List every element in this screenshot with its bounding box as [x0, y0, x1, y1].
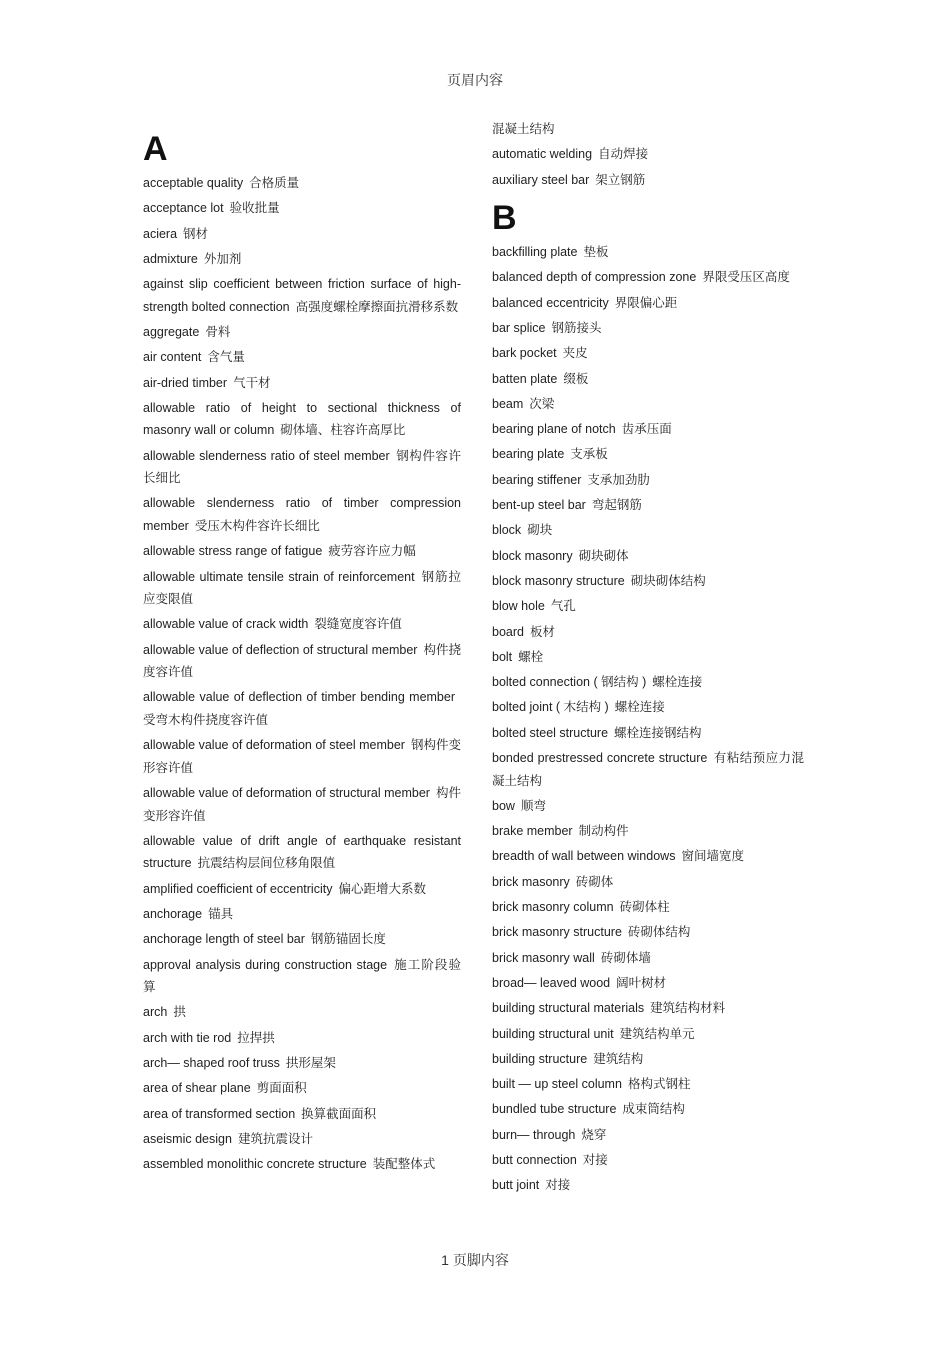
term-chinese: 缀板 — [563, 371, 589, 386]
term-chinese: 自动焊接 — [598, 147, 649, 162]
term-chinese: 顺弯 — [520, 798, 546, 813]
term-english: approval analysis during construction stage — [143, 957, 388, 972]
glossary-entry — [492, 393, 804, 416]
term-english: bearing plate — [492, 447, 565, 462]
glossary-entry — [143, 172, 461, 195]
glossary-entry — [492, 921, 804, 944]
term-english: block masonry structure — [492, 573, 625, 588]
term-chinese: 钢构件容许长细比 — [143, 448, 461, 486]
term-english: allowable value of deflection of structural member — [143, 642, 418, 657]
term-english: area of transformed section — [143, 1106, 296, 1121]
glossary-entry — [492, 997, 804, 1020]
term-english: bundled tube structure — [492, 1102, 617, 1117]
term-english: amplified coefficient of eccentricity — [143, 881, 333, 896]
term-english: acceptable quality — [143, 176, 244, 190]
term-english: auxiliary steel bar — [492, 172, 590, 187]
term-english: allowable ultimate tensile strain of reinforcement — [143, 569, 415, 584]
term-chinese: 对接 — [582, 1152, 608, 1167]
term-english: butt joint — [492, 1178, 540, 1193]
glossary-entry — [492, 1073, 804, 1096]
glossary-entry — [143, 878, 461, 901]
term-chinese: 构件挠度容许值 — [143, 642, 461, 680]
term-english: air content — [143, 350, 202, 365]
term-english: butt connection — [492, 1152, 577, 1167]
glossary-list-b — [492, 241, 804, 1197]
term-english: aggregate — [143, 324, 200, 339]
term-english: built — up steel column — [492, 1077, 622, 1092]
term-chinese: 阔叶树材 — [616, 975, 667, 990]
term-chinese: 换算截面面积 — [301, 1106, 377, 1121]
glossary-entry — [492, 871, 804, 894]
term-english: arch with tie rod — [143, 1030, 232, 1045]
term-chinese: 螺栓连接 — [652, 675, 703, 690]
term-english: brick masonry wall — [492, 950, 595, 965]
glossary-entry — [143, 782, 461, 827]
term-chinese: 拱 — [173, 1005, 186, 1020]
glossary-entry — [143, 321, 461, 344]
term-chinese: 钢筋拉应变限值 — [143, 569, 461, 607]
term-english: board — [492, 624, 524, 639]
glossary-entry — [492, 342, 804, 365]
glossary-entry — [143, 928, 461, 951]
term-english: bolted steel structure — [492, 725, 609, 740]
glossary-entry — [492, 519, 804, 542]
glossary-entry — [143, 248, 461, 271]
glossary-entry — [492, 570, 804, 593]
left-column — [143, 118, 461, 1178]
term-chinese: 拱形屋架 — [285, 1055, 336, 1070]
term-english: automatic welding — [492, 147, 593, 162]
term-english: brick masonry — [492, 874, 570, 889]
term-chinese: 外加剂 — [203, 251, 242, 266]
term-english: building structure — [492, 1051, 588, 1066]
term-english: bolted connection ( 钢结构 ) — [492, 675, 647, 690]
term-english: bark pocket — [492, 346, 557, 361]
glossary-entry — [492, 169, 804, 192]
glossary-entry — [492, 1174, 804, 1197]
glossary-entry — [492, 1149, 804, 1172]
term-chinese: 拉捍拱 — [237, 1030, 275, 1045]
term-english: area of shear plane — [143, 1081, 251, 1096]
glossary-entry — [143, 639, 461, 684]
term-chinese: 界限偏心距 — [614, 295, 678, 310]
glossary-entry — [143, 1052, 461, 1075]
term-english: against slip coefficient between friction surface of high-strength bolted connection — [143, 277, 461, 314]
glossary-entry — [143, 613, 461, 636]
section-letter-b: B — [492, 199, 517, 238]
term-chinese: 制动构件 — [578, 824, 629, 839]
term-chinese: 剪面面积 — [256, 1081, 307, 1096]
term-chinese: 验收批量 — [229, 201, 280, 216]
term-chinese: 装配整体式 — [372, 1157, 436, 1172]
glossary-entry — [492, 646, 804, 669]
glossary-entry — [492, 671, 804, 694]
glossary-entry — [492, 266, 804, 289]
term-english: balanced depth of compression zone — [492, 270, 697, 285]
term-english: blow hole — [492, 599, 545, 614]
glossary-entry — [492, 845, 804, 868]
term-chinese: 砌块砌体 — [578, 548, 629, 563]
term-chinese: 支承加劲肋 — [587, 472, 650, 487]
glossary-entry — [143, 686, 461, 731]
term-chinese: 螺栓连接钢结构 — [614, 725, 702, 740]
term-chinese: 板材 — [529, 624, 555, 639]
term-english: balanced eccentricity — [492, 295, 609, 310]
glossary-entry — [143, 197, 461, 220]
term-chinese: 架立钢筋 — [595, 172, 646, 187]
term-english: anchorage — [143, 906, 203, 921]
term-english: assembled monolithic concrete structure — [143, 1157, 367, 1172]
glossary-entry — [143, 1077, 461, 1100]
glossary-entry — [143, 445, 461, 490]
term-english: bow — [492, 798, 515, 813]
glossary-entry — [492, 595, 804, 618]
glossary-entry — [492, 621, 804, 644]
glossary-entry — [492, 418, 804, 441]
term-english: bent-up steel bar — [492, 498, 586, 513]
term-chinese: 成束筒结构 — [622, 1102, 685, 1117]
term-english: arch — [143, 1005, 168, 1020]
term-chinese: 气干材 — [233, 375, 271, 390]
page-footer: 1 页脚内容 — [441, 1252, 509, 1268]
glossary-entry — [492, 494, 804, 517]
term-chinese: 螺栓 — [518, 649, 544, 664]
term-english: aciera — [143, 226, 178, 241]
term-chinese: 构件变形容许值 — [143, 786, 461, 823]
term-chinese: 合格质量 — [249, 176, 300, 190]
term-chinese: 钢筋锚固长度 — [310, 932, 386, 947]
term-chinese: 建筑结构材料 — [650, 1001, 726, 1016]
term-chinese: 格构式钢柱 — [627, 1077, 691, 1092]
glossary-entry — [492, 545, 804, 568]
term-english: anchorage length of steel bar — [143, 932, 305, 947]
glossary-entry — [143, 954, 461, 999]
term-english: bolted joint ( 木结构 ) — [492, 700, 609, 715]
term-chinese: 次梁 — [529, 396, 555, 411]
term-english: arch— shaped roof truss — [143, 1055, 280, 1070]
term-english: breadth of wall between windows — [492, 849, 676, 864]
term-chinese: 高强度螺栓摩擦面抗滑移系数 — [295, 299, 459, 314]
term-chinese: 砖砌体 — [575, 874, 614, 889]
term-chinese: 砖砌体墙 — [600, 950, 651, 965]
glossary-entry — [492, 143, 804, 166]
term-chinese: 建筑抗震设计 — [237, 1131, 313, 1146]
term-english: allowable slenderness ratio of steel member — [143, 448, 390, 463]
term-english: allowable ratio of height to sectional thickness of masonry wall or column — [143, 400, 461, 438]
glossary-entry — [492, 1048, 804, 1071]
glossary-entry — [143, 397, 461, 442]
term-chinese: 有粘结预应力混凝土结构 — [492, 751, 804, 788]
glossary-entry — [143, 372, 461, 395]
term-english: allowable stress range of fatigue — [143, 544, 323, 559]
glossary-entry — [492, 1124, 804, 1147]
glossary-entry — [492, 469, 804, 492]
glossary-entry — [143, 1128, 461, 1151]
term-english: allowable value of drift angle of earthquake resistant structure — [143, 833, 461, 871]
glossary-entry — [492, 1098, 804, 1121]
glossary-list-a-cont — [492, 143, 804, 191]
term-english: acceptance lot — [143, 201, 224, 216]
page-header: 页眉内容 — [447, 72, 503, 88]
term-chinese: 弯起钢筋 — [591, 498, 642, 513]
term-chinese: 偏心距增大系数 — [338, 881, 426, 896]
term-chinese: 窗间墙宽度 — [681, 849, 744, 864]
term-chinese: 齿承压面 — [621, 422, 672, 437]
glossary-entry — [492, 947, 804, 970]
term-english: brick masonry structure — [492, 925, 622, 940]
glossary-entry — [492, 317, 804, 340]
term-chinese: 受压木构件容许长细比 — [194, 518, 320, 533]
term-chinese: 螺栓连接 — [614, 700, 665, 715]
glossary-entry — [492, 972, 804, 995]
term-english: brake member — [492, 824, 573, 839]
term-chinese: 疲劳容许应力幅 — [328, 544, 416, 559]
term-chinese: 砌块 — [527, 523, 553, 538]
glossary-entry — [492, 795, 804, 818]
glossary-entry — [143, 1027, 461, 1050]
term-english: bonded prestressed concrete structure — [492, 751, 708, 766]
term-chinese: 砖砌体结构 — [627, 925, 691, 940]
term-chinese: 骨料 — [205, 324, 231, 339]
term-chinese: 砖砌体柱 — [619, 900, 670, 915]
term-english: bearing plane of notch — [492, 422, 616, 437]
glossary-entry — [492, 696, 804, 719]
section-letter-a: A — [143, 130, 168, 168]
continuation-text: 混凝土结构 — [492, 122, 555, 136]
glossary-list-a — [143, 172, 461, 1176]
term-english: block — [492, 523, 522, 538]
glossary-entry — [492, 820, 804, 843]
term-chinese: 受弯木构件挠度容许值 — [143, 712, 269, 727]
term-english: brick masonry column — [492, 900, 614, 915]
term-chinese: 界限受压区高度 — [702, 270, 790, 285]
term-english: bearing stiffener — [492, 472, 582, 487]
term-english: allowable value of deflection of timber bending member — [143, 690, 455, 705]
term-chinese: 支承板 — [570, 447, 608, 462]
term-english: allowable slenderness ratio of timber compression member — [143, 496, 461, 533]
term-english: batten plate — [492, 371, 558, 386]
term-chinese: 夹皮 — [562, 346, 588, 361]
glossary-entry — [143, 346, 461, 369]
term-chinese: 抗震结构层间位移角限值 — [197, 856, 336, 871]
term-english: allowable value of deformation of structural member — [143, 786, 430, 801]
glossary-entry — [143, 1153, 461, 1176]
term-english: air-dried timber — [143, 375, 228, 390]
term-english: allowable value of crack width — [143, 617, 309, 632]
term-chinese: 钢材 — [183, 226, 209, 241]
term-english: burn— through — [492, 1127, 576, 1142]
glossary-entry — [143, 734, 461, 779]
term-chinese: 烧穿 — [581, 1127, 607, 1142]
right-column — [492, 118, 804, 1200]
term-english: bolt — [492, 649, 513, 664]
term-chinese: 含气量 — [207, 350, 245, 365]
term-english: backfilling plate — [492, 245, 578, 260]
glossary-entry — [143, 903, 461, 926]
glossary-entry — [492, 1023, 804, 1046]
term-chinese: 裂缝宽度容许值 — [314, 617, 402, 632]
term-chinese: 建筑结构 — [593, 1051, 644, 1066]
glossary-entry — [143, 1103, 461, 1126]
term-chinese: 锚具 — [208, 906, 234, 921]
term-chinese: 钢构件变形容许值 — [143, 738, 461, 775]
glossary-entry — [143, 273, 461, 318]
glossary-entry — [492, 896, 804, 919]
term-english: bar splice — [492, 320, 546, 335]
term-chinese: 砌块砌体结构 — [630, 573, 706, 588]
term-english: block masonry — [492, 548, 573, 563]
glossary-entry — [492, 241, 804, 264]
term-english: aseismic design — [143, 1131, 232, 1146]
glossary-entry — [143, 540, 461, 563]
term-chinese: 砌体墙、柱容许高厚比 — [280, 423, 406, 438]
glossary-entry — [492, 368, 804, 391]
term-chinese: 钢筋接头 — [551, 320, 602, 335]
term-chinese: 垫板 — [583, 245, 609, 260]
glossary-entry — [492, 443, 804, 466]
term-english: beam — [492, 396, 524, 411]
term-english: broad— leaved wood — [492, 975, 611, 990]
term-chinese: 气孔 — [550, 599, 576, 614]
term-chinese: 对接 — [545, 1178, 571, 1193]
term-chinese: 施工阶段验算 — [143, 957, 461, 995]
term-english: admixture — [143, 251, 198, 266]
glossary-entry — [143, 1001, 461, 1024]
glossary-entry — [143, 566, 461, 611]
glossary-entry — [143, 223, 461, 246]
term-english: building structural materials — [492, 1001, 645, 1016]
term-english: allowable value of deformation of steel member — [143, 738, 405, 753]
term-english: building structural unit — [492, 1026, 614, 1041]
term-chinese: 建筑结构单元 — [619, 1026, 695, 1041]
glossary-entry — [492, 747, 804, 792]
glossary-entry — [143, 492, 461, 537]
glossary-entry — [492, 292, 804, 315]
glossary-entry — [492, 722, 804, 745]
glossary-entry — [143, 830, 461, 875]
